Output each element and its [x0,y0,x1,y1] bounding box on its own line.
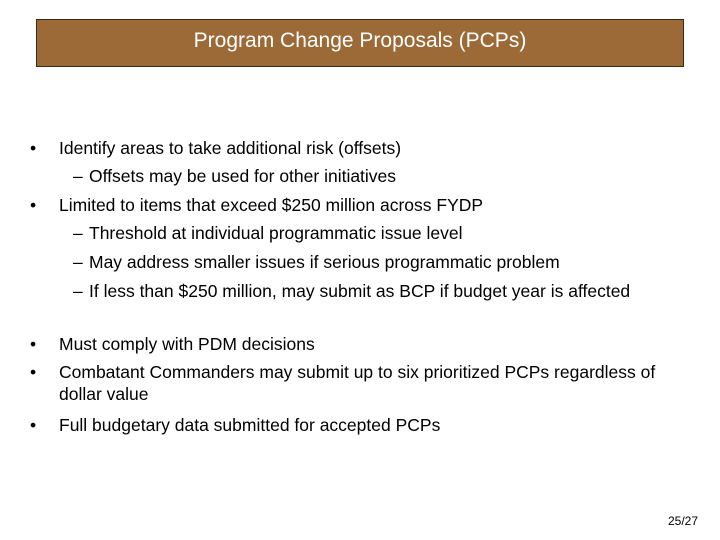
bullet-marker: • [30,195,37,215]
bullet-1-sub-1: Offsets may be used for other initiatives [89,166,397,186]
dash-marker: – [73,166,83,186]
bullet-2-sub-3: If less than $250 million, may submit as BCP if budget year is affected [89,281,631,301]
bullet-2-text: Limited to items that exceed $250 million across FYDP [59,195,484,215]
bullet-5-text: Full budgetary data submitted for accepted PCPs [59,415,441,435]
dash-marker: – [73,281,83,301]
bullet-marker: • [30,362,37,382]
bullet-3-text: Must comply with PDM decisions [59,334,315,354]
page-number: 25/27 [667,514,698,528]
dash-marker: – [73,252,83,272]
bullet-2-sub-2: May address smaller issues if serious programmatic problem [89,252,560,272]
bullet-2-sub-1: Threshold at individual programmatic issue level [89,223,463,243]
bullet-marker: • [30,138,37,158]
bullet-marker: • [30,334,37,354]
bullet-1-text: Identify areas to take additional risk (offsets) [59,138,402,158]
bullet-4-text: Combatant Commanders may submit up to six prioritized PCPs regardless of dollar value [59,362,656,404]
bullet-marker: • [30,415,37,435]
slide-title: Program Change Proposals (PCPs) [193,29,527,52]
dash-marker: – [73,223,83,243]
